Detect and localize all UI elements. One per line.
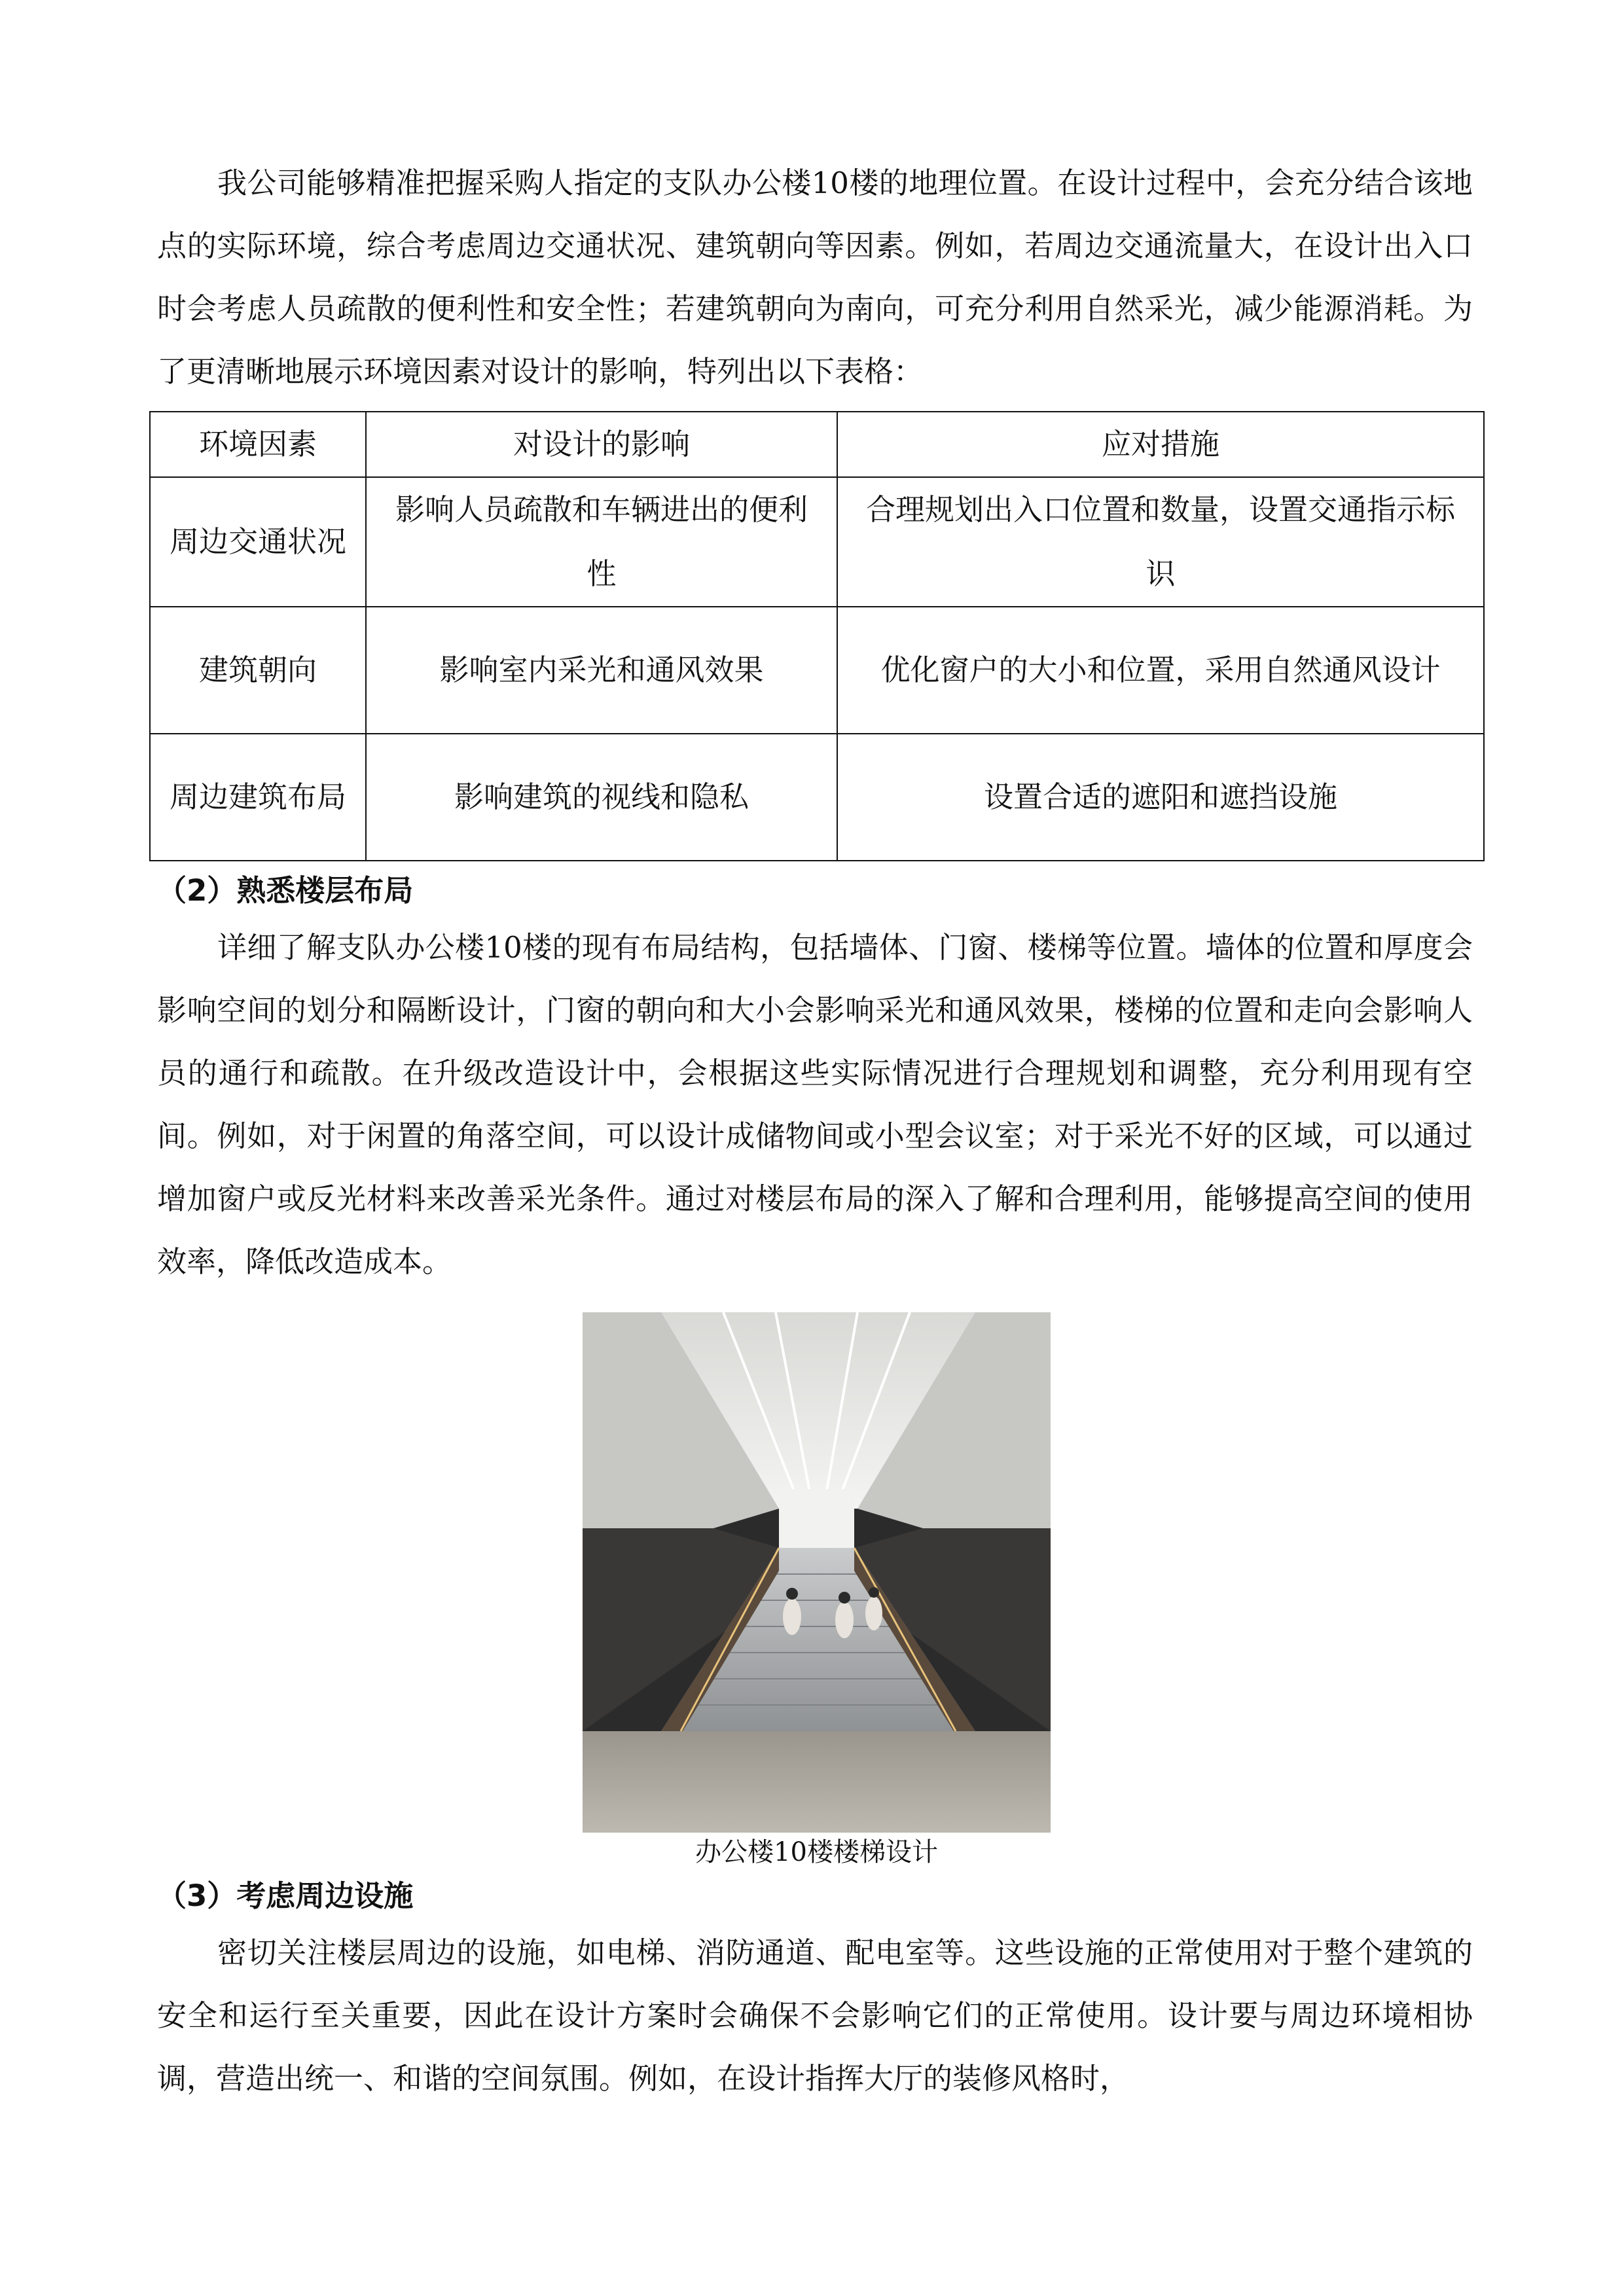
table-header-cell: 对设计的影响 — [366, 412, 837, 477]
intro-paragraph: 我公司能够精准把握采购人指定的支队办公楼10楼的地理位置。在设计过程中，会充分结合该地点的实际环境，综合考虑周边交通状况、建筑朝向等因素。例如，若周边交通流量大，在设计出入口时会考虑人员疏散的便利性和安全性；若建筑朝向为南向，可充分利用自然采光，减少能源消耗。为了更清晰地展示环境因素对设计的影响，特列出以下表格： — [157, 166, 1473, 389]
table-header-cell: 环境因素 — [150, 412, 366, 477]
table-row — [150, 734, 1484, 861]
table-cell: 影响室内采光和通风效果 — [366, 607, 837, 734]
surrounding-facilities-paragraph: 密切关注楼层周边的设施，如电梯、消防通道、配电室等。这些设施的正常使用对于整个建筑的安全和运行至关重要，因此在设计方案时会确保不会影响它们的正常使用。设计要与周边环境相协调，营造出统一、和谐的空间氛围。例如，在设计指挥大厅的装修风格时， — [157, 1935, 1473, 2096]
table-cell: 影响建筑的视线和隐私 — [366, 734, 837, 861]
staircase-photo — [583, 1312, 1051, 1833]
table-header-row — [150, 412, 1484, 477]
table-row — [150, 607, 1484, 734]
table-cell: 合理规划出入口位置和数量，设置交通指示标识 — [837, 477, 1484, 607]
section-heading-floor-layout: （2）熟悉楼层布局 — [157, 873, 414, 908]
table-header-cell: 应对措施 — [837, 412, 1484, 477]
table-cell: 周边交通状况 — [150, 477, 366, 607]
environment-factors-table — [149, 411, 1485, 861]
table-row — [150, 477, 1484, 607]
table-cell: 优化窗户的大小和位置，采用自然通风设计 — [837, 607, 1484, 734]
section-heading-surrounding-facilities: （3）考虑周边设施 — [157, 1878, 414, 1913]
table-cell: 设置合适的遮阳和遮挡设施 — [837, 734, 1484, 861]
floor-layout-paragraph: 详细了解支队办公楼10楼的现有布局结构，包括墙体、门窗、楼梯等位置。墙体的位置和厚度会影响空间的划分和隔断设计，门窗的朝向和大小会影响采光和通风效果，楼梯的位置和走向会影响人员的通行和疏散。在升级改造设计中，会根据这些实际情况进行合理规划和调整，充分利用现有空间。例如，对于闲置的角落空间，可以设计成储物间或小型会议室；对于采光不好的区域，可以通过增加窗户或反光材料来改善采光条件。通过对楼层布局的深入了解和合理利用，能够提高空间的使用效率，降低改造成本。 — [157, 930, 1473, 1279]
table-cell: 周边建筑布局 — [150, 734, 366, 861]
table-cell: 影响人员疏散和车辆进出的便利性 — [366, 477, 837, 607]
figure-caption: 办公楼10楼楼梯设计 — [695, 1837, 938, 1867]
staircase-illustration — [583, 1312, 1051, 1833]
table-cell: 建筑朝向 — [150, 607, 366, 734]
